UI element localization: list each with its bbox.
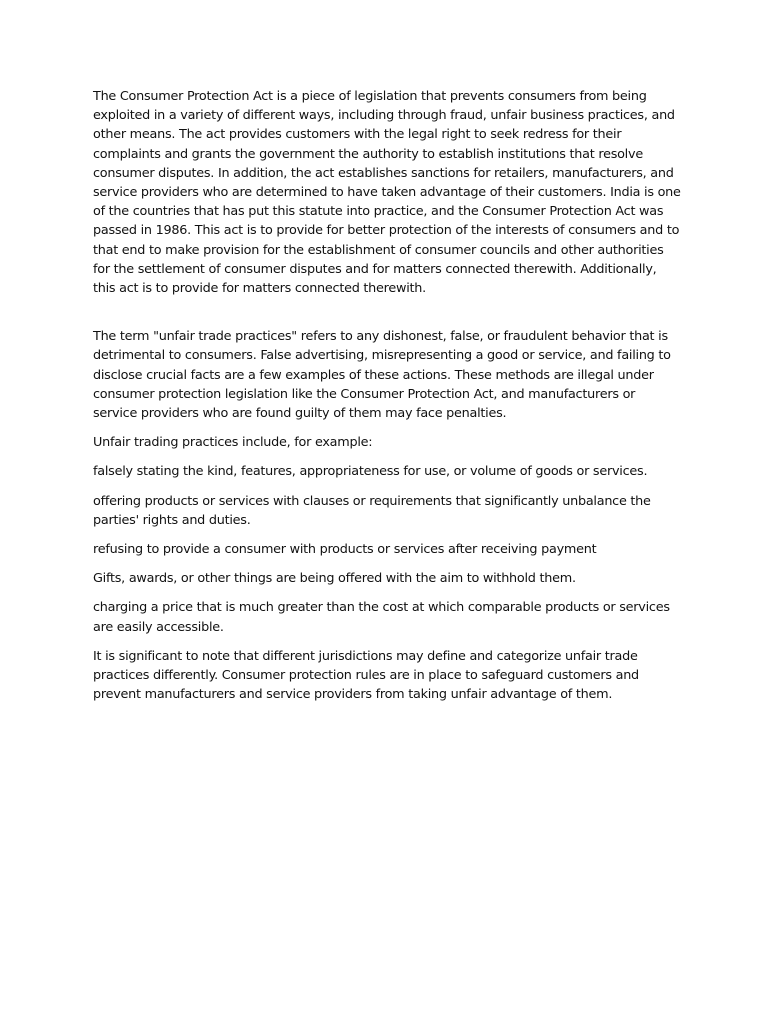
paragraph-example-unbalanced-clauses: offering products or services with clauses or requirements that significantly unbalance the parties' rights and duties. — [93, 493, 651, 528]
paragraph-example-gifts: Gifts, awards, or other things are being offered with the aim to withhold them. — [93, 571, 576, 587]
paragraph-examples-intro: Unfair trading practices include, for example: — [93, 435, 373, 451]
paragraph-example-refusal: refusing to provide a consumer with products or services after receiving payment — [93, 542, 597, 558]
paragraph-unfair-trade-practices: The term "unfair trade practices" refers to any dishonest, false, or fraudulent behavior that is detrimental to consumers. False advertising, misrepresenting a good or service, and failing to disclose crucial facts are a few examples of these actions. These methods are illegal under consumer protection legislation like the Consumer Protection Act, and manufacturers or service providers who are found guilty of them may face penalties. — [93, 329, 671, 422]
paragraph-example-pricing: charging a price that is much greater than the cost at which comparable products or services are easily accessible. — [93, 600, 670, 635]
paragraph-example-false-statements: falsely stating the kind, features, appropriateness for use, or volume of goods or services. — [93, 464, 648, 480]
paragraph-consumer-protection-act: The Consumer Protection Act is a piece of legislation that prevents consumers from being exploited in a variety of different ways, including through fraud, unfair business practices, and other means. The act provides customers with the legal right to seek redress for their complaints and grants the government the authority to establish institutions that resolve consumer disputes. In addition, the act establishes sanctions for retailers, manufacturers, and service providers who are determined to have taken advantage of their customers. India is one of the countries that has put this statute into practice, and the Consumer Protection Act was passed in 1986. This act is to provide for better protection of the interests of consumers and to that end to make provision for the establishment of consumer councils and other authorities for the settlement of consumer disputes and for matters connected therewith. Additionally, this act is to provide for matters connected therewith. — [93, 89, 681, 297]
paragraph-conclusion: It is significant to note that different jurisdictions may define and categorize unfair trade practices differently. Consumer protection rules are in place to safeguard customers and prevent manufacturers and service providers from taking unfair advantage of them. — [93, 648, 639, 703]
